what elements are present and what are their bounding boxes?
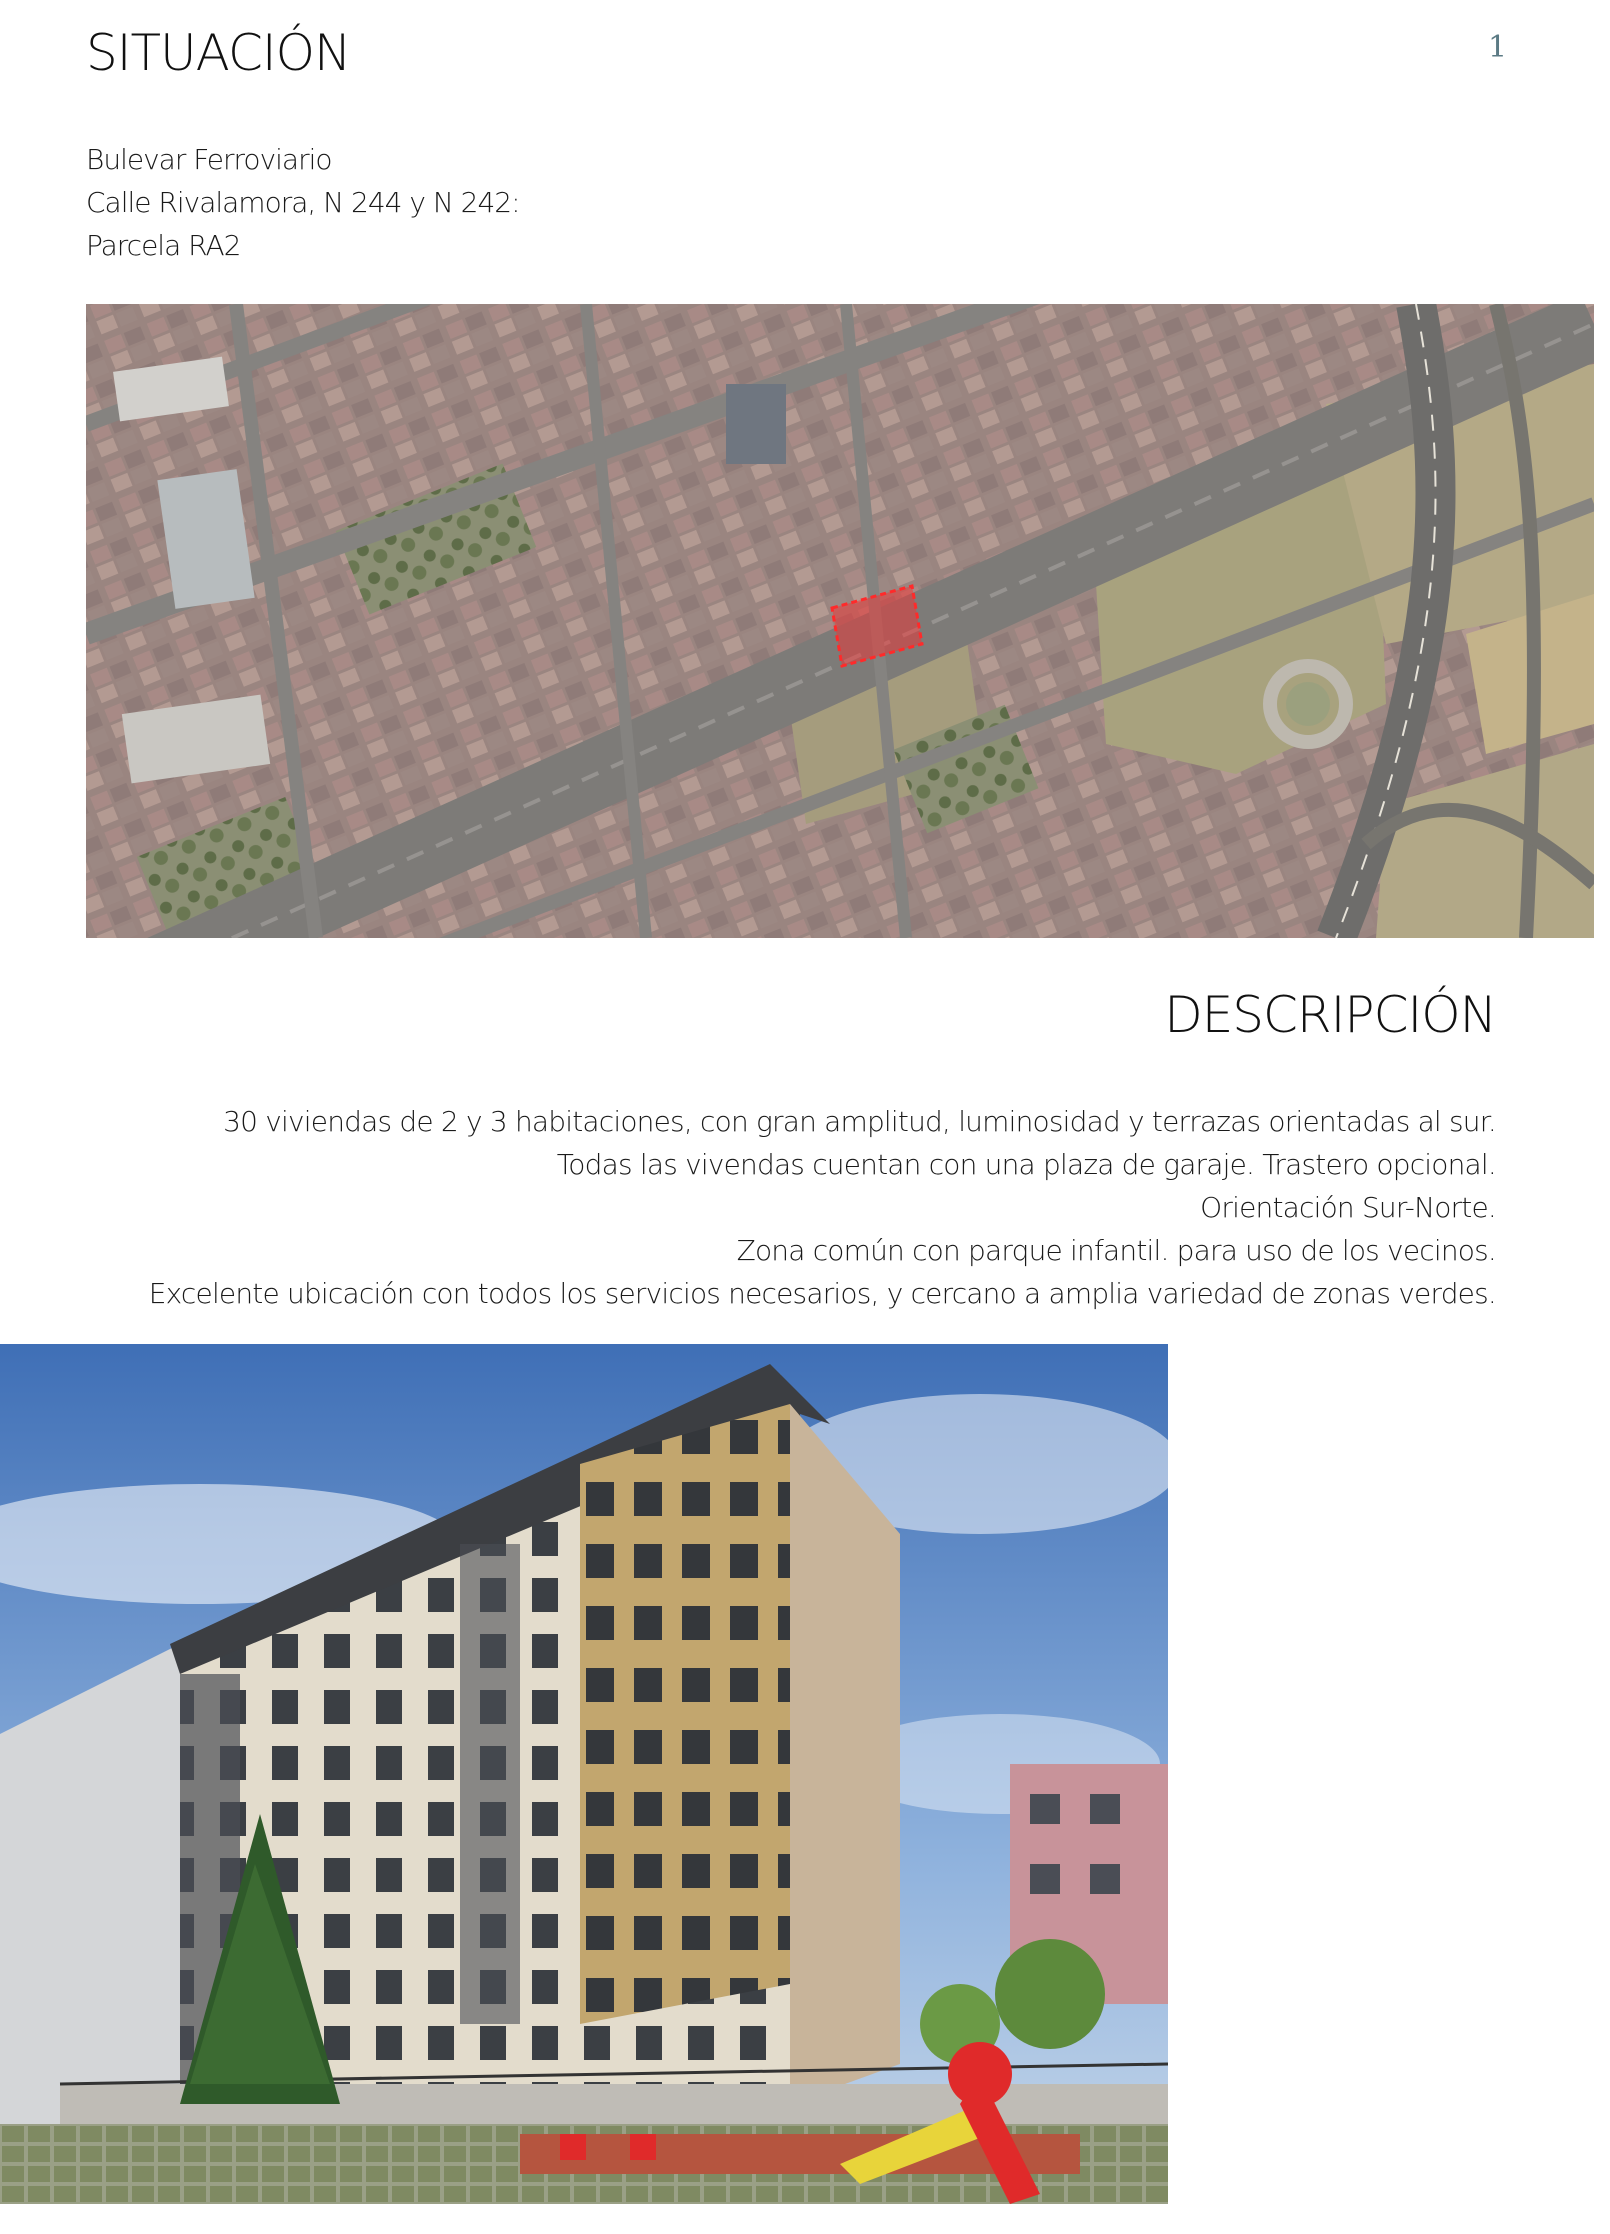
address-line-parcel: Parcela RA2	[86, 229, 241, 262]
description-line: Orientación Sur-Norte.	[1200, 1191, 1496, 1224]
building-render-image	[0, 1344, 1168, 2204]
description-line: Excelente ubicación con todos los servicios necesarios, y cercano a amplia variedad de zonas verdes.	[148, 1277, 1496, 1310]
aerial-map-image	[86, 304, 1594, 938]
address-block	[86, 138, 520, 267]
description-block	[149, 1100, 1496, 1315]
page-title: SITUACIÓN	[86, 24, 351, 82]
address-line-street: Bulevar Ferroviario	[86, 143, 332, 176]
description-line: 30 viviendas de 2 y 3 habitaciones, con gran amplitud, luminosidad y terrazas orientadas al sur.	[223, 1105, 1496, 1138]
description-title: DESCRIPCIÓN	[1164, 986, 1496, 1044]
page-number: 1	[1488, 30, 1508, 65]
address-line-numbers: Calle Rivalamora, N 244 y N 242:	[86, 186, 520, 219]
description-line: Zona común con parque infantil. para uso de los vecinos.	[736, 1234, 1496, 1267]
description-line: Todas las vivendas cuentan con una plaza de garaje. Trastero opcional.	[556, 1148, 1496, 1181]
